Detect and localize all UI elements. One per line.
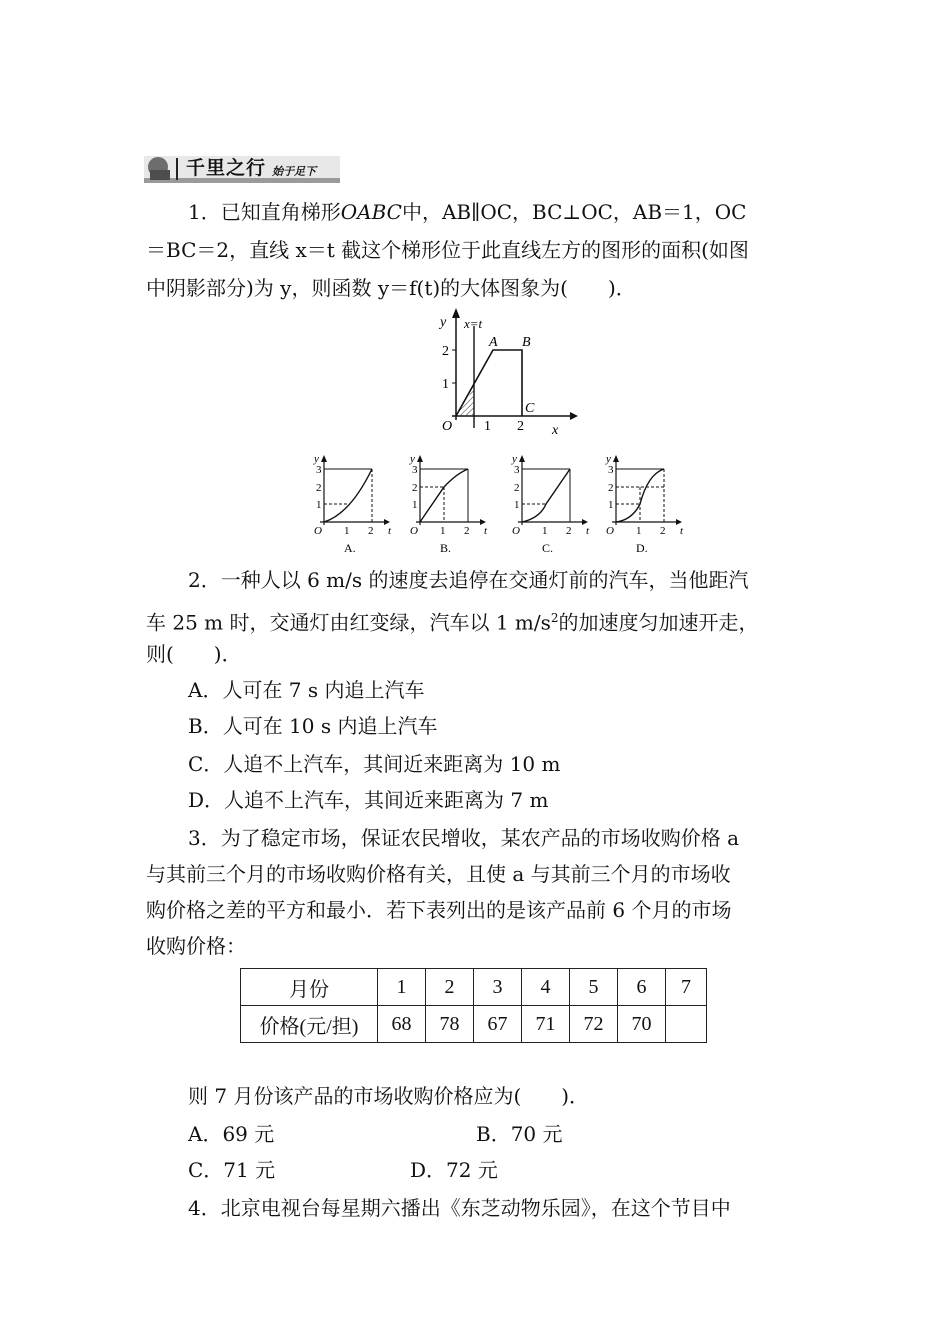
q2-line-1: 2．一种人以 6 m/s 的速度去追停在交通灯前的汽车，当他距汽 [188,568,749,592]
option-c-label-t: t [586,525,590,537]
fig-label-y-2: 2 [442,344,449,359]
table-cell [666,1006,707,1043]
option-graph-d [605,453,684,555]
table-cell: 4 [522,969,570,1006]
q2-option-a: A．人可在 7 s 内追上汽车 [188,678,425,702]
option-b-label-t: t [484,525,488,537]
q1-line-1 [188,198,746,226]
fig-label-o: O [442,419,453,434]
banner-title: 千里之行 [186,157,267,179]
q3-option-b: B．70 元 [476,1122,563,1146]
option-c-tick-2: 2 [514,482,520,494]
banner-divider [176,158,178,180]
table-cell: 6 [618,969,666,1006]
q2-line-2a: 车 25 m 时，交通灯由红变绿，汽车以 1 m/s [146,610,551,635]
table-cell: 7 [666,969,707,1006]
q2-option-c: C．人追不上汽车，其间近来距离为 10 m [188,752,561,776]
q1-trapezoid-name: OABC [340,200,402,224]
table-cell: 价格(元/担) [241,1006,378,1043]
q3-line-3: 购价格之差的平方和最小．若下表列出的是该产品前 6 个月的市场 [146,898,732,922]
q3-ask: 则 7 月份该产品的市场收购价格应为( )． [188,1084,590,1108]
q3-option-d: D．72 元 [410,1158,498,1182]
q3-option-c: C．71 元 [188,1158,276,1182]
q2-option-b: B．人可在 10 s 内追上汽车 [188,714,438,738]
option-a-label: A. [344,541,356,555]
q4-line-1: 4．北京电视台每星期六播出《东芝动物乐园》，在这个节目中 [188,1196,731,1220]
q2-line-2b: 的加速度匀加速开走， [558,610,759,635]
option-a-tick-x2: 2 [368,525,374,537]
option-d-tick-2: 2 [608,482,614,494]
option-d-y-arrow [613,455,619,462]
option-b-origin: O [410,525,418,537]
q1-line-2: ＝BC＝2，直线 x＝t 截这个梯形位于此直线左方的图形的面积(如图 [146,238,749,262]
option-c-y-arrow [519,455,525,462]
table-cell: 月份 [241,969,378,1006]
q1-conditions: 中，AB∥OC，BC⊥OC，AB＝1，OC [401,200,747,224]
option-a-origin: O [314,525,322,537]
option-d-origin: O [606,525,614,537]
table-cell: 5 [570,969,618,1006]
option-c-label: C. [542,541,554,555]
option-b-label-y: y [410,453,415,465]
fig-label-y: y [440,315,447,330]
table-cell: 67 [474,1006,522,1043]
fig-label-x-1: 1 [484,419,491,434]
option-d-tick-x2: 2 [660,525,666,537]
option-b-tick-1: 1 [412,499,418,511]
banner-figure-base [150,170,170,180]
option-a-curve [324,469,372,522]
fig-label-a: A [489,335,498,350]
option-d-tick-3: 3 [608,464,614,476]
price-table [240,968,707,1043]
option-b-y-arrow [417,455,423,462]
option-d-label-t: t [680,525,684,537]
fig-y-arrow [452,308,460,318]
trapezoid-figure [428,306,578,438]
option-d-tick-x1: 1 [636,525,642,537]
q1-prefix: 1．已知直角梯形 [188,200,341,224]
q3-line-2: 与其前三个月的市场收购价格有关，且使 a 与其前三个月的市场收 [146,862,731,886]
option-a-label-t: t [388,525,392,537]
table-cell: 72 [570,1006,618,1043]
option-b-tick-3: 3 [412,464,418,476]
table-cell: 1 [378,969,426,1006]
option-graph-c [511,453,590,555]
fig-label-line: x=t [464,316,483,331]
table-cell: 71 [522,1006,570,1043]
option-graph-a [313,453,392,555]
option-a-y-arrow [321,455,327,462]
table-cell: 78 [426,1006,474,1043]
fig-label-b: B [522,335,531,350]
option-d-label-y: y [606,453,611,465]
option-a-tick-1: 1 [316,499,322,511]
option-b-label: B. [440,541,452,555]
option-a-tick-2: 2 [316,482,322,494]
q3-line-4: 收购价格： [146,934,246,958]
option-c-origin: O [512,525,520,537]
table-cell: 3 [474,969,522,1006]
option-graphs [310,452,690,556]
table-cell: 70 [618,1006,666,1043]
table-cell: 68 [378,1006,426,1043]
option-c-tick-1: 1 [514,499,520,511]
q2-superscript: 2 [550,611,559,625]
option-c-tick-x1: 1 [542,525,548,537]
option-a-tick-x1: 1 [344,525,350,537]
option-c-label-y: y [512,453,517,465]
option-b-tick-2: 2 [412,482,418,494]
option-b-tick-x1: 1 [440,525,446,537]
option-c-tick-x2: 2 [566,525,572,537]
option-d-label: D. [636,541,648,555]
option-a-label-y: y [314,453,319,465]
option-b-tick-x2: 2 [464,525,470,537]
q2-option-d: D．人追不上汽车，其间近来距离为 7 m [188,788,549,812]
fig-x-arrow [570,412,578,420]
q3-line-1: 3．为了稳定市场，保证农民增收，某农产品的市场收购价格 a [188,826,740,850]
option-graph-b [409,453,488,555]
q3-option-a: A．69 元 [188,1122,275,1146]
option-c-curve [522,469,570,522]
fig-label-y-1: 1 [442,377,449,392]
table-row [241,1006,707,1043]
option-d-tick-1: 1 [608,499,614,511]
table-header-row [241,969,707,1006]
option-c-tick-3: 3 [514,464,520,476]
q2-line-3: 则( )． [146,642,242,666]
banner-subtitle: 始于足下 [272,165,316,178]
fig-label-c: C [525,401,535,416]
option-a-tick-3: 3 [316,464,322,476]
table-cell: 2 [426,969,474,1006]
q2-line-2 [146,604,759,637]
fig-label-x: x [552,423,559,438]
fig-label-x-2: 2 [517,419,524,434]
q1-line-3: 中阴影部分)为 y，则函数 y＝f(t)的大体图象为( )． [146,276,636,300]
